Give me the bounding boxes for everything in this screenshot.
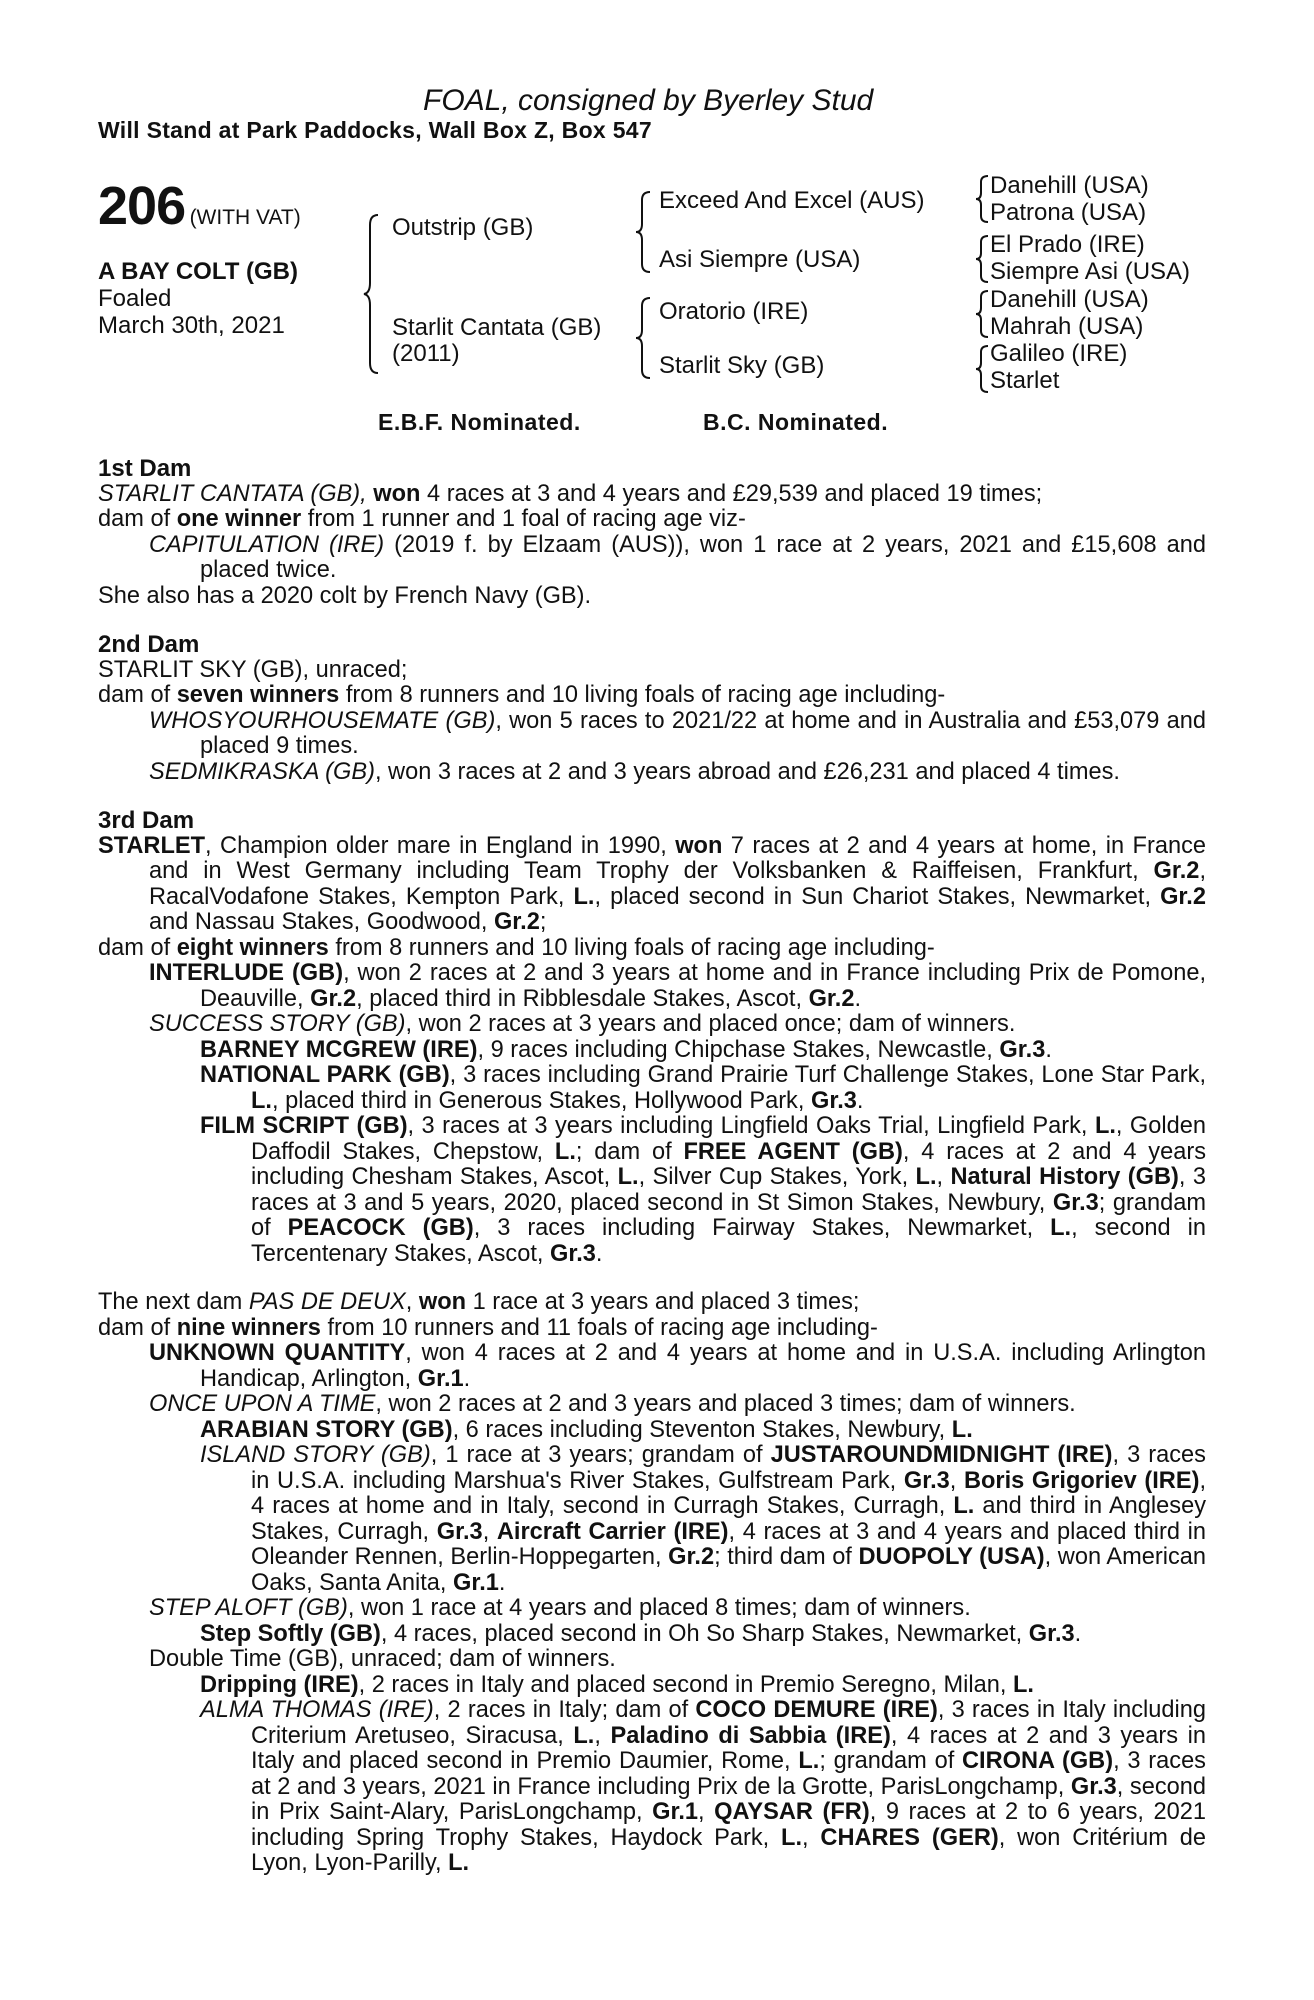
bc-nomination: B.C. Nominated.: [703, 409, 889, 435]
grade: L.: [953, 1493, 975, 1519]
produce-success-story: [98, 1012, 1206, 1038]
produce-dripping: [98, 1673, 1206, 1699]
first-dam-note: She also has a 2020 colt by French Navy (GB).: [98, 582, 592, 609]
text: .: [463, 1365, 471, 1392]
pedigree-g3-ddd: Starlet: [990, 367, 1060, 394]
text: , won 2 races at 2 and 3 years and placed 3 times; dam of winners.: [375, 1391, 1076, 1417]
text: , 3 races in U.S.A. including Marshua's River Stakes, Gulfstream Park,: [251, 1442, 1206, 1494]
next-dam-record: [98, 1290, 1206, 1316]
horse-name: STEP ALOFT (GB): [149, 1595, 348, 1621]
pedigree-sire-sire: Exceed And Excel (AUS): [659, 187, 925, 214]
grade: L.: [798, 1748, 820, 1774]
horse-name: CIRONA (GB): [962, 1748, 1114, 1774]
text: , RacalVodafone Stakes, Kempton Park,: [149, 858, 1206, 910]
text: 1 race at 3 years and placed 3 times;: [466, 1289, 860, 1315]
record-text: , won 5 races to 2021/22 at home and in Australia and £53,079 and placed 9 times.: [200, 707, 1206, 759]
dam-name: STARLIT CANTATA (GB),: [98, 480, 374, 507]
text: ; third dam of: [714, 1544, 859, 1570]
text: ; dam of: [575, 1138, 684, 1165]
grade: Gr.2: [310, 985, 357, 1012]
first-dam-produce-capitulation: [98, 533, 1206, 584]
horse-name: DUOPOLY (USA): [858, 1544, 1045, 1570]
text: , second in Tercentenary Stakes, Ascot,: [251, 1215, 1207, 1267]
grade: L.: [573, 1722, 595, 1749]
grade: L.: [573, 883, 595, 910]
produce-step-aloft: [98, 1596, 1206, 1622]
second-dam-heading: 2nd Dam: [98, 631, 200, 658]
text: .: [498, 1569, 506, 1596]
text: dam of: [98, 934, 177, 961]
horse-name: Step Softly (GB): [200, 1620, 381, 1647]
text: from 1 runner and 1 foal of racing age viz-: [301, 506, 746, 532]
pedigree-brace-gen1: [364, 213, 384, 375]
produce-arabian-story: [98, 1418, 1206, 1444]
grade: Gr.2: [808, 985, 855, 1012]
pedigree-dam-sire: Oratorio (IRE): [659, 298, 809, 325]
horse-name: Natural History (GB): [950, 1164, 1179, 1190]
text: ,: [802, 1824, 821, 1851]
text: .: [595, 1240, 603, 1267]
text: from 10 runners and 11 foals of racing age including-: [320, 1314, 878, 1341]
next-dam-produce-intro: [98, 1316, 1206, 1342]
horse-name: COCO DEMURE (IRE): [695, 1697, 938, 1723]
grade: L.: [951, 1416, 973, 1443]
first-dam-record: [98, 482, 1206, 508]
horse-name: ARABIAN STORY (GB): [200, 1416, 453, 1443]
horse-name: WHOSYOURHOUSEMATE (GB): [149, 707, 496, 734]
text: and Nassau Stakes, Goodwood,: [149, 909, 494, 935]
produce-film-script: [98, 1114, 1206, 1267]
grade: L.: [1013, 1671, 1034, 1698]
horse-name: ISLAND STORY (GB): [200, 1442, 431, 1468]
grade: L.: [1050, 1215, 1072, 1241]
grade: L.: [781, 1824, 802, 1851]
text: dam of: [98, 1314, 177, 1341]
text: , 3 races including Fairway Stakes, Newmarket,: [473, 1215, 1051, 1241]
text: ;: [539, 909, 547, 935]
text: , 9 races including Chipchase Stakes, Newcastle,: [477, 1036, 1000, 1063]
text: , 3 races at 3 and 5 years, 2020, placed second in St Simon Stakes, Newbury,: [251, 1164, 1206, 1216]
text: , won 2 races at 2 and 3 years at home and in France including Prix de Pomone, Deauville,: [200, 960, 1206, 1012]
horse-name: CAPITULATION (IRE): [149, 531, 385, 558]
won-word: won: [418, 1289, 467, 1315]
grade: L.: [554, 1138, 576, 1165]
record-text: , won 3 races at 2 and 3 years abroad and £26,231 and placed 4 times.: [374, 758, 1120, 785]
text: .: [856, 1087, 864, 1114]
grade: Gr.3: [810, 1087, 857, 1114]
produce-sedmikraska: [98, 760, 1206, 786]
grade: Gr.2: [668, 1544, 715, 1570]
text: ; grandam of: [819, 1748, 963, 1774]
text: , 3 races including Grand Prairie Turf Challenge Stakes, Lone Star Park,: [449, 1062, 1206, 1088]
first-dam-produce-intro: [98, 507, 1206, 533]
winners-count: one winner: [176, 506, 302, 532]
produce-once-upon-a-time: [98, 1392, 1206, 1418]
text: ,: [936, 1164, 951, 1190]
horse-name: PEACOCK (GB): [287, 1215, 474, 1241]
horse-name: BARNEY MCGREW (IRE): [200, 1036, 478, 1063]
produce-interlude: [98, 961, 1206, 1012]
won-word: won: [373, 480, 421, 507]
produce-barney-mcgrew: [98, 1038, 1206, 1064]
third-dam-produce-intro: [98, 936, 1206, 962]
produce-national-park: [98, 1063, 1206, 1114]
text: .: [854, 985, 862, 1012]
text: 7 races at 2 and 4 years at home, in France and in West Germany including Team Trophy der Volksbanken & Raiffeisen, Frankfurt,: [149, 832, 1206, 884]
stand-location-line: Will Stand at Park Paddocks, Wall Box Z, Box 547: [98, 117, 652, 143]
text: , 4 races, placed second in Oh So Sharp Stakes, Newmarket,: [380, 1620, 1029, 1647]
pedigree-g3-sdd: Siempre Asi (USA): [990, 258, 1191, 285]
text: , placed second in Sun Chariot Stakes, Newmarket,: [594, 883, 1161, 910]
record-text: (2019 f. by Elzaam (AUS)), won 1 race at 2 years, 2021 and £15,608 and placed twice.: [200, 531, 1206, 583]
text: , 4 races at 2 and 4 years including Chesham Stakes, Ascot,: [251, 1138, 1206, 1190]
text: , 4 races at 3 and 4 years and placed third in Oleander Rennen, Berlin-Hoppegarten,: [251, 1518, 1207, 1570]
grade: Gr.3: [436, 1518, 483, 1545]
text: .: [1045, 1036, 1052, 1063]
grade: Gr.2: [493, 909, 540, 935]
text: , Golden Daffodil Stakes, Chepstow,: [251, 1113, 1206, 1165]
second-dam-record: STARLIT SKY (GB), unraced;: [98, 656, 408, 683]
text: , second in Prix Saint-Alary, ParisLongchamp,: [251, 1773, 1207, 1825]
text: and third in Anglesey Stakes, Curragh,: [251, 1493, 1207, 1545]
text: ; grandam of: [251, 1189, 1207, 1241]
grade: Gr.1: [652, 1799, 699, 1825]
produce-unknown-quantity: [98, 1341, 1206, 1392]
grade: L.: [1094, 1113, 1116, 1139]
text: dam of: [98, 506, 177, 532]
text: ,: [949, 1467, 964, 1494]
text: dam of: [98, 682, 177, 708]
grade: Gr.3: [999, 1036, 1046, 1063]
pedigree-g3-sss: Danehill (USA): [990, 172, 1149, 199]
grade: Gr.2: [1160, 883, 1206, 910]
text: .: [1074, 1620, 1082, 1647]
text: , won 4 races at 2 and 4 years at home and in U.S.A. including Arlington Handicap, Arlington,: [200, 1340, 1207, 1392]
grade: Gr.1: [452, 1569, 499, 1596]
lot-title: A BAY COLT (GB): [98, 258, 299, 285]
pedigree-g3-dsd: Mahrah (USA): [990, 313, 1144, 340]
horse-name: UNKNOWN QUANTITY: [149, 1340, 406, 1366]
third-dam-heading: 3rd Dam: [98, 807, 195, 834]
pedigree-dam-dam: Starlit Sky (GB): [659, 352, 825, 379]
pedigree-brace-sire: [636, 190, 656, 274]
text: , 4 races at 2 and 3 years in Italy and placed second in Premio Daumier, Rome,: [251, 1722, 1206, 1774]
text: ,: [482, 1518, 497, 1545]
horse-name: SUCCESS STORY (GB): [149, 1011, 406, 1037]
text: ,: [405, 1289, 419, 1315]
grade: L.: [251, 1087, 272, 1114]
foaled-label: Foaled: [98, 285, 172, 312]
text: The next dam: [98, 1289, 249, 1315]
grade: Gr.3: [1070, 1773, 1117, 1800]
text: , 2 races in Italy and placed second in Premio Seregno, Milan,: [358, 1671, 1014, 1698]
horse-name: JUSTAROUNDMIDNIGHT (IRE): [770, 1442, 1113, 1468]
record-text: 4 races at 3 and 4 years and £29,539 and placed 19 times;: [420, 480, 1043, 507]
text: , Silver Cup Stakes, York,: [638, 1164, 916, 1190]
horse-name: INTERLUDE (GB): [149, 960, 344, 986]
produce-alma-thomas: [98, 1698, 1206, 1877]
horse-name: FREE AGENT (GB): [683, 1138, 903, 1165]
text: , won 2 races at 3 years and placed once; dam of winners.: [405, 1011, 1016, 1037]
horse-name: PAS DE DEUX: [248, 1289, 406, 1315]
consignor-line: FOAL, consigned by Byerley Stud: [423, 84, 874, 117]
text: , won Critérium de Lyon, Lyon-Parilly,: [251, 1824, 1206, 1876]
pedigree-sire-dam: Asi Siempre (USA): [659, 246, 861, 273]
pedigree-sire: Outstrip (GB): [392, 214, 534, 241]
pedigree-g3-ssd: Patrona (USA): [990, 199, 1147, 226]
grade: L.: [915, 1164, 937, 1190]
lot-number: 206: [98, 176, 186, 236]
text: from 8 runners and 10 living foals of racing age including-: [339, 682, 946, 708]
second-dam-produce-intro: [98, 683, 1206, 709]
catalogue-body: [98, 456, 1206, 1877]
text: , Champion older mare in England in 1990,: [205, 832, 676, 859]
text: , 9 races at 2 to 6 years, 2021 including Spring Trophy Stakes, Haydock Park,: [251, 1799, 1206, 1851]
winners-count: eight winners: [176, 934, 329, 961]
horse-name: ALMA THOMAS (IRE): [200, 1697, 434, 1723]
horse-name: Paladino di Sabbia (IRE): [610, 1722, 891, 1749]
grade: L.: [617, 1164, 639, 1190]
horse-name: FILM SCRIPT (GB): [200, 1113, 408, 1139]
produce-island-story: [98, 1443, 1206, 1596]
text: from 8 runners and 10 living foals of racing age including-: [328, 934, 935, 961]
text: , placed third in Generous Stakes, Hollywood Park,: [271, 1087, 811, 1114]
lot-number-block: [98, 175, 301, 237]
text: , placed third in Ribblesdale Stakes, Ascot,: [356, 985, 809, 1012]
ebf-nomination: E.B.F. Nominated.: [378, 409, 581, 435]
text: , won 1 race at 4 years and placed 8 times; dam of winners.: [347, 1595, 971, 1621]
text: , 3 races at 2 and 3 years, 2021 in France including Prix de la Grotte, ParisLongchamp,: [251, 1748, 1206, 1800]
text: , won American Oaks, Santa Anita,: [251, 1544, 1206, 1596]
text: ,: [594, 1722, 611, 1749]
text: , 2 races in Italy; dam of: [433, 1697, 696, 1723]
pedigree-g3-dds: Galileo (IRE): [990, 340, 1128, 367]
grade: Gr.3: [903, 1467, 950, 1494]
horse-name: Boris Grigoriev (IRE): [963, 1467, 1200, 1494]
horse-name: ONCE UPON A TIME: [149, 1391, 376, 1417]
produce-step-softly: [98, 1622, 1206, 1648]
vat-label: (WITH VAT): [189, 206, 301, 229]
grade: Gr.3: [550, 1240, 596, 1267]
pedigree-g3-dss: Danehill (USA): [990, 286, 1149, 313]
horse-name: STARLET: [98, 832, 206, 859]
horse-name: Aircraft Carrier (IRE): [496, 1518, 729, 1545]
pedigree-dam: Starlit Cantata (GB): [392, 314, 602, 341]
grade: L.: [448, 1850, 470, 1876]
first-dam-heading: 1st Dam: [98, 455, 192, 482]
text: , 3 races at 3 years including Lingfield Oaks Trial, Lingfield Park,: [407, 1113, 1095, 1139]
pedigree-dam-year: (2011): [392, 340, 460, 367]
grade: Gr.1: [417, 1365, 464, 1392]
text: , 1 race at 3 years; grandam of: [430, 1442, 771, 1468]
winners-count: nine winners: [176, 1314, 321, 1341]
produce-double-time: Double Time (GB), unraced; dam of winners.: [149, 1646, 616, 1672]
text: , 3 races in Italy including Criterium Aretuseo, Siracusa,: [251, 1697, 1206, 1749]
grade: Gr.3: [1028, 1620, 1075, 1647]
winners-count: seven winners: [176, 682, 340, 708]
produce-whosyourhousemate: [98, 709, 1206, 760]
text: , 4 races at home and in Italy, second in Curragh Stakes, Curragh,: [251, 1467, 1206, 1519]
horse-name: NATIONAL PARK (GB): [200, 1062, 450, 1088]
grade: Gr.3: [1052, 1189, 1099, 1216]
horse-name: SEDMIKRASKA (GB): [149, 758, 375, 785]
horse-name: CHARES (GER): [820, 1824, 999, 1851]
horse-name: QAYSAR (FR): [714, 1799, 870, 1825]
foaled-date: March 30th, 2021: [98, 312, 285, 339]
text: ,: [698, 1799, 715, 1825]
won-word: won: [675, 832, 723, 859]
grade: Gr.2: [1153, 858, 1200, 884]
pedigree-brace-dam: [636, 296, 656, 380]
horse-name: Dripping (IRE): [200, 1671, 359, 1698]
third-dam-record: [98, 834, 1206, 936]
text: , 6 races including Steventon Stakes, Newbury,: [452, 1416, 952, 1443]
pedigree-g3-sds: El Prado (IRE): [990, 231, 1145, 258]
